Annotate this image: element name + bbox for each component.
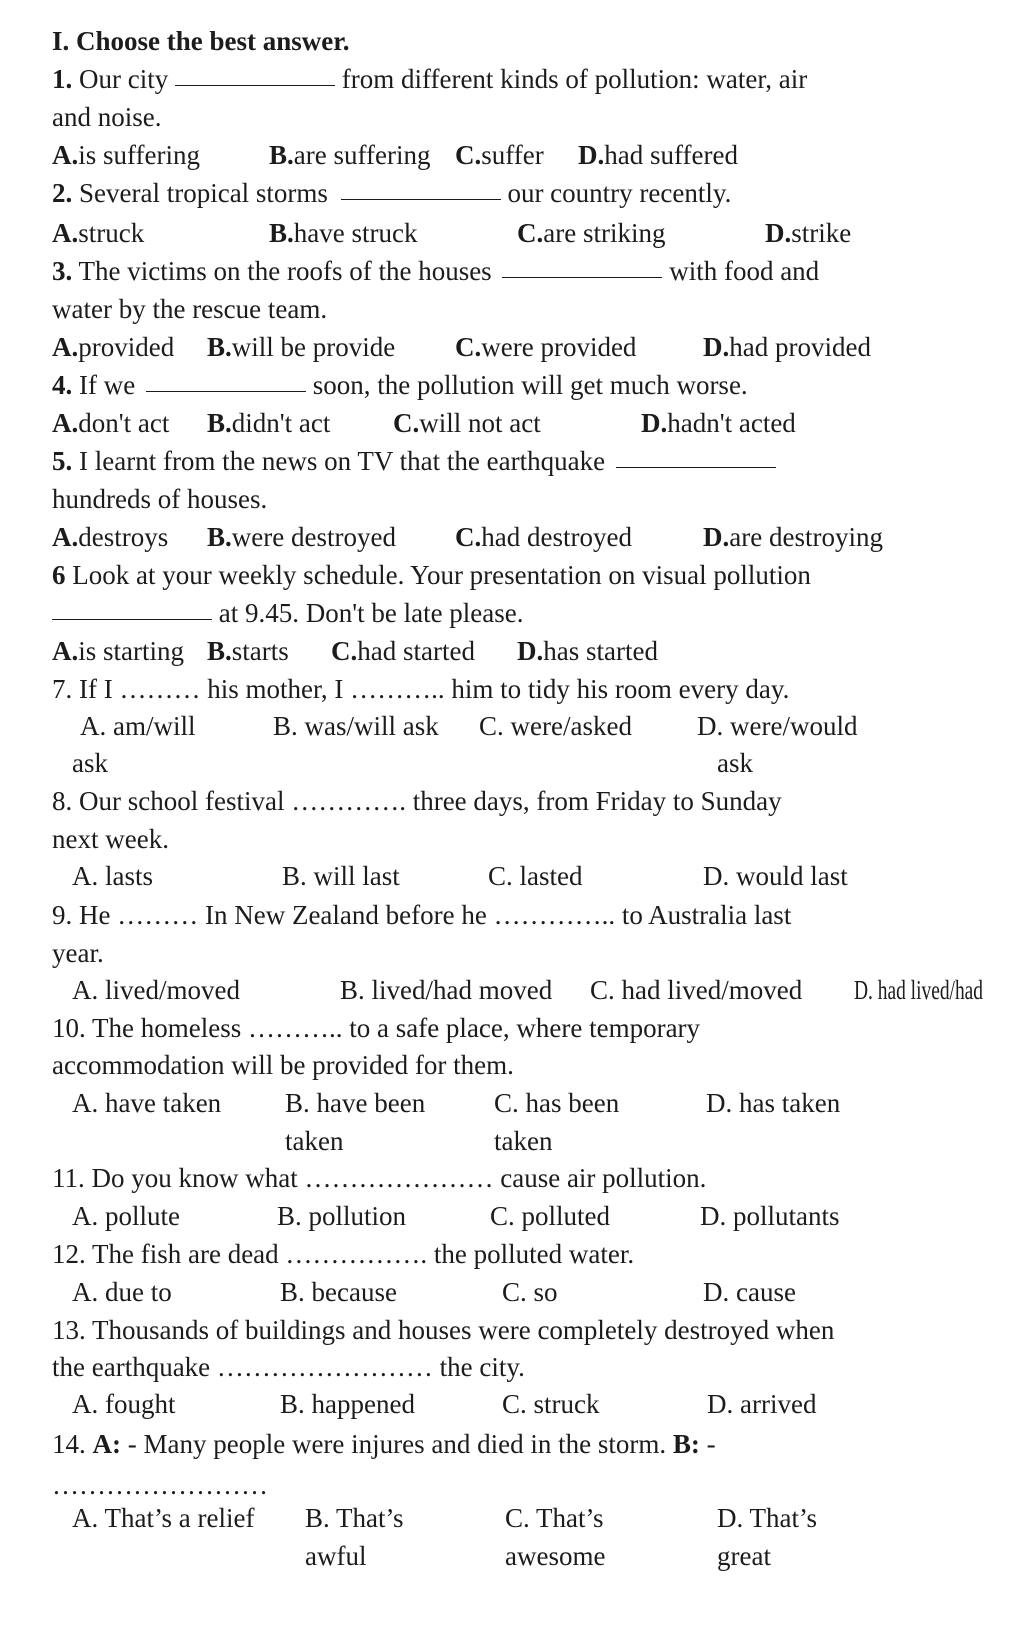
stem-text: from different kinds of pollution: water, air	[341, 64, 808, 94]
option-d[interactable]: D.had provided	[703, 332, 871, 362]
question-6-stem	[52, 562, 811, 589]
stem-text: ………….. to Australia last	[493, 900, 792, 930]
option-a[interactable]: A.destroys	[52, 522, 169, 552]
stem-text: …………………… the city.	[216, 1352, 525, 1382]
option-c-wrap: awesome	[505, 1541, 606, 1571]
option-c[interactable]: C. struck	[502, 1389, 600, 1419]
option-b[interactable]: B. pollution	[277, 1201, 407, 1231]
question-10-stem-cont: accommodation will be provided for them.	[52, 1050, 514, 1080]
answer-blank	[616, 467, 776, 468]
option-b[interactable]: B.will be provide	[207, 332, 396, 362]
stem-text: Several tropical storms	[79, 178, 328, 208]
option-c[interactable]: C. were/asked	[479, 711, 632, 741]
question-9-stem	[52, 902, 791, 929]
question-3-stem-cont: water by the rescue team.	[52, 294, 328, 324]
stem-text: The victims on the roofs of the houses	[78, 256, 492, 286]
stem-text: ……… his mother, I	[119, 674, 344, 704]
option-c-wrap: taken	[494, 1126, 553, 1156]
option-a[interactable]: A.is starting	[52, 636, 184, 666]
question-number: 1.	[52, 64, 73, 94]
question-number: 5.	[52, 446, 73, 476]
option-d[interactable]: D.hadn't acted	[641, 408, 796, 438]
option-c[interactable]: C. has been	[494, 1088, 620, 1118]
question-2-stem	[52, 180, 731, 207]
option-a[interactable]: A. have taken	[72, 1088, 222, 1118]
stem-text: the earthquake	[52, 1352, 211, 1382]
option-b[interactable]: B. was/will ask	[273, 711, 439, 741]
stem-text: 7. If I	[52, 674, 113, 704]
speaker-a-label: A:	[92, 1429, 121, 1459]
option-a[interactable]: A.is suffering	[52, 140, 200, 170]
answer-blank	[341, 199, 501, 200]
option-a[interactable]: A. due to	[72, 1277, 172, 1307]
option-c[interactable]: C. polluted	[490, 1201, 610, 1231]
option-c[interactable]: C.are striking	[517, 218, 666, 248]
question-number: 4.	[52, 370, 73, 400]
stem-text: soon, the pollution will get much worse.	[312, 370, 748, 400]
question-6-stem-cont	[52, 600, 524, 627]
stem-text: ………………… cause air pollution.	[304, 1163, 707, 1193]
stem-text: If we	[79, 370, 136, 400]
question-number: 6	[52, 560, 66, 590]
answer-blank	[175, 85, 335, 86]
stem-text: -	[706, 1429, 716, 1459]
option-b[interactable]: B. lived/had moved	[340, 975, 553, 1005]
stem-text: Look at your weekly schedule. Your presentation on visual pollution	[72, 560, 811, 590]
option-a[interactable]: A. lasts	[72, 861, 153, 891]
option-c[interactable]: C. so	[502, 1277, 558, 1307]
stem-text: …………. three days, from Friday to Sunday	[291, 786, 782, 816]
option-c[interactable]: C.had destroyed	[455, 522, 632, 552]
option-d[interactable]: D. pollutants	[700, 1201, 840, 1231]
option-d-wrap: ask	[717, 748, 753, 778]
stem-text: 10. The homeless	[52, 1013, 242, 1043]
question-11-stem	[52, 1165, 706, 1192]
stem-text: with food and	[669, 256, 820, 286]
answer-blank	[52, 619, 212, 620]
option-a[interactable]: A.provided	[52, 332, 175, 362]
stem-text: I learnt from the news on TV that the earthquake	[79, 446, 606, 476]
question-5-stem	[52, 448, 776, 475]
option-c[interactable]: C. lasted	[488, 861, 583, 891]
stem-text: ……….. him to tidy his room every day.	[350, 674, 790, 704]
stem-text: 14.	[52, 1429, 86, 1459]
question-14-stem	[52, 1431, 716, 1458]
option-c[interactable]: C.had started	[331, 636, 475, 666]
question-5-stem-cont: hundreds of houses.	[52, 484, 268, 514]
option-d[interactable]: D.has started	[517, 636, 658, 666]
question-12-stem	[52, 1241, 634, 1268]
option-b[interactable]: B.were destroyed	[207, 522, 396, 552]
option-c[interactable]: C.will not act	[393, 408, 541, 438]
option-c[interactable]: C. That’s	[505, 1503, 604, 1533]
question-1-stem	[52, 66, 807, 93]
option-b[interactable]: B.didn't act	[207, 408, 331, 438]
answer-blank	[502, 277, 662, 278]
option-d[interactable]: D. were/would	[697, 711, 858, 741]
question-14-blank: ……………………	[52, 1470, 268, 1500]
question-number: 2.	[52, 178, 73, 208]
option-d[interactable]: D. would last	[703, 861, 848, 891]
stem-text: - Many people were injures and died in the storm.	[127, 1429, 667, 1459]
option-a-wrap: ask	[72, 748, 108, 778]
option-b[interactable]: B. will last	[282, 861, 400, 891]
question-13-stem-cont	[52, 1354, 525, 1381]
option-d-wrap: great	[717, 1541, 771, 1571]
stem-text: 11. Do you know what	[52, 1163, 298, 1193]
option-a[interactable]: A. fought	[72, 1389, 176, 1419]
option-d[interactable]: D. has taken	[706, 1088, 841, 1118]
stem-text: at 9.45. Don't be late please.	[218, 598, 524, 628]
option-c[interactable]: C.suffer	[455, 140, 544, 170]
option-b[interactable]: B.starts	[207, 636, 289, 666]
option-a[interactable]: A.struck	[52, 218, 145, 248]
option-d[interactable]: D.are destroying	[703, 522, 883, 552]
question-8-stem-cont: next week.	[52, 824, 169, 854]
option-a[interactable]: A. am/will	[80, 711, 196, 741]
option-b[interactable]: B. have been	[285, 1088, 426, 1118]
stem-text: 9. He	[52, 900, 111, 930]
question-8-stem	[52, 788, 782, 815]
option-b[interactable]: B. because	[280, 1277, 397, 1307]
option-b[interactable]: B. happened	[280, 1389, 415, 1419]
question-9-stem-cont: year.	[52, 938, 104, 968]
option-c[interactable]: C.were provided	[455, 332, 637, 362]
question-3-stem	[52, 258, 819, 285]
option-d[interactable]: D. cause	[703, 1277, 796, 1307]
option-d[interactable]	[854, 977, 1024, 1004]
question-10-stem	[52, 1015, 700, 1042]
question-7-stem	[52, 676, 789, 703]
option-d[interactable]: D.had suffered	[578, 140, 738, 170]
option-b[interactable]: B. That’s	[305, 1503, 404, 1533]
stem-text: 12. The fish are dead	[52, 1239, 279, 1269]
speaker-b-label: B:	[672, 1429, 700, 1459]
option-b-wrap: taken	[285, 1126, 344, 1156]
option-a[interactable]: A.don't act	[52, 408, 170, 438]
option-d-text: D. had lived/had	[854, 975, 984, 1005]
option-a[interactable]: A. lived/moved	[72, 975, 240, 1005]
option-c[interactable]: C. had lived/moved	[590, 975, 803, 1005]
stem-text: 8. Our school festival	[52, 786, 285, 816]
stem-text: ……….. to a safe place, where temporary	[247, 1013, 701, 1043]
section-title: I. Choose the best answer.	[52, 26, 350, 56]
question-4-stem	[52, 372, 748, 399]
option-b[interactable]: B.have struck	[269, 218, 418, 248]
stem-text: Our city	[79, 64, 169, 94]
answer-blank	[146, 391, 306, 392]
question-1-stem-cont: and noise.	[52, 102, 162, 132]
stem-text: our country recently.	[507, 178, 732, 208]
option-d[interactable]: D.strike	[765, 218, 852, 248]
option-b[interactable]: B.are suffering	[269, 140, 431, 170]
option-b-wrap: awful	[305, 1541, 367, 1571]
option-a[interactable]: A. pollute	[72, 1201, 180, 1231]
question-number: 3.	[52, 256, 73, 286]
option-a[interactable]: A. That’s a relief	[72, 1503, 255, 1533]
stem-text: ……… In New Zealand before he	[117, 900, 487, 930]
option-d[interactable]: D. arrived	[707, 1389, 817, 1419]
question-13-stem: 13. Thousands of buildings and houses were completely destroyed when	[52, 1315, 835, 1345]
option-d[interactable]: D. That’s	[717, 1503, 817, 1533]
stem-text: ……………. the polluted water.	[285, 1239, 635, 1269]
